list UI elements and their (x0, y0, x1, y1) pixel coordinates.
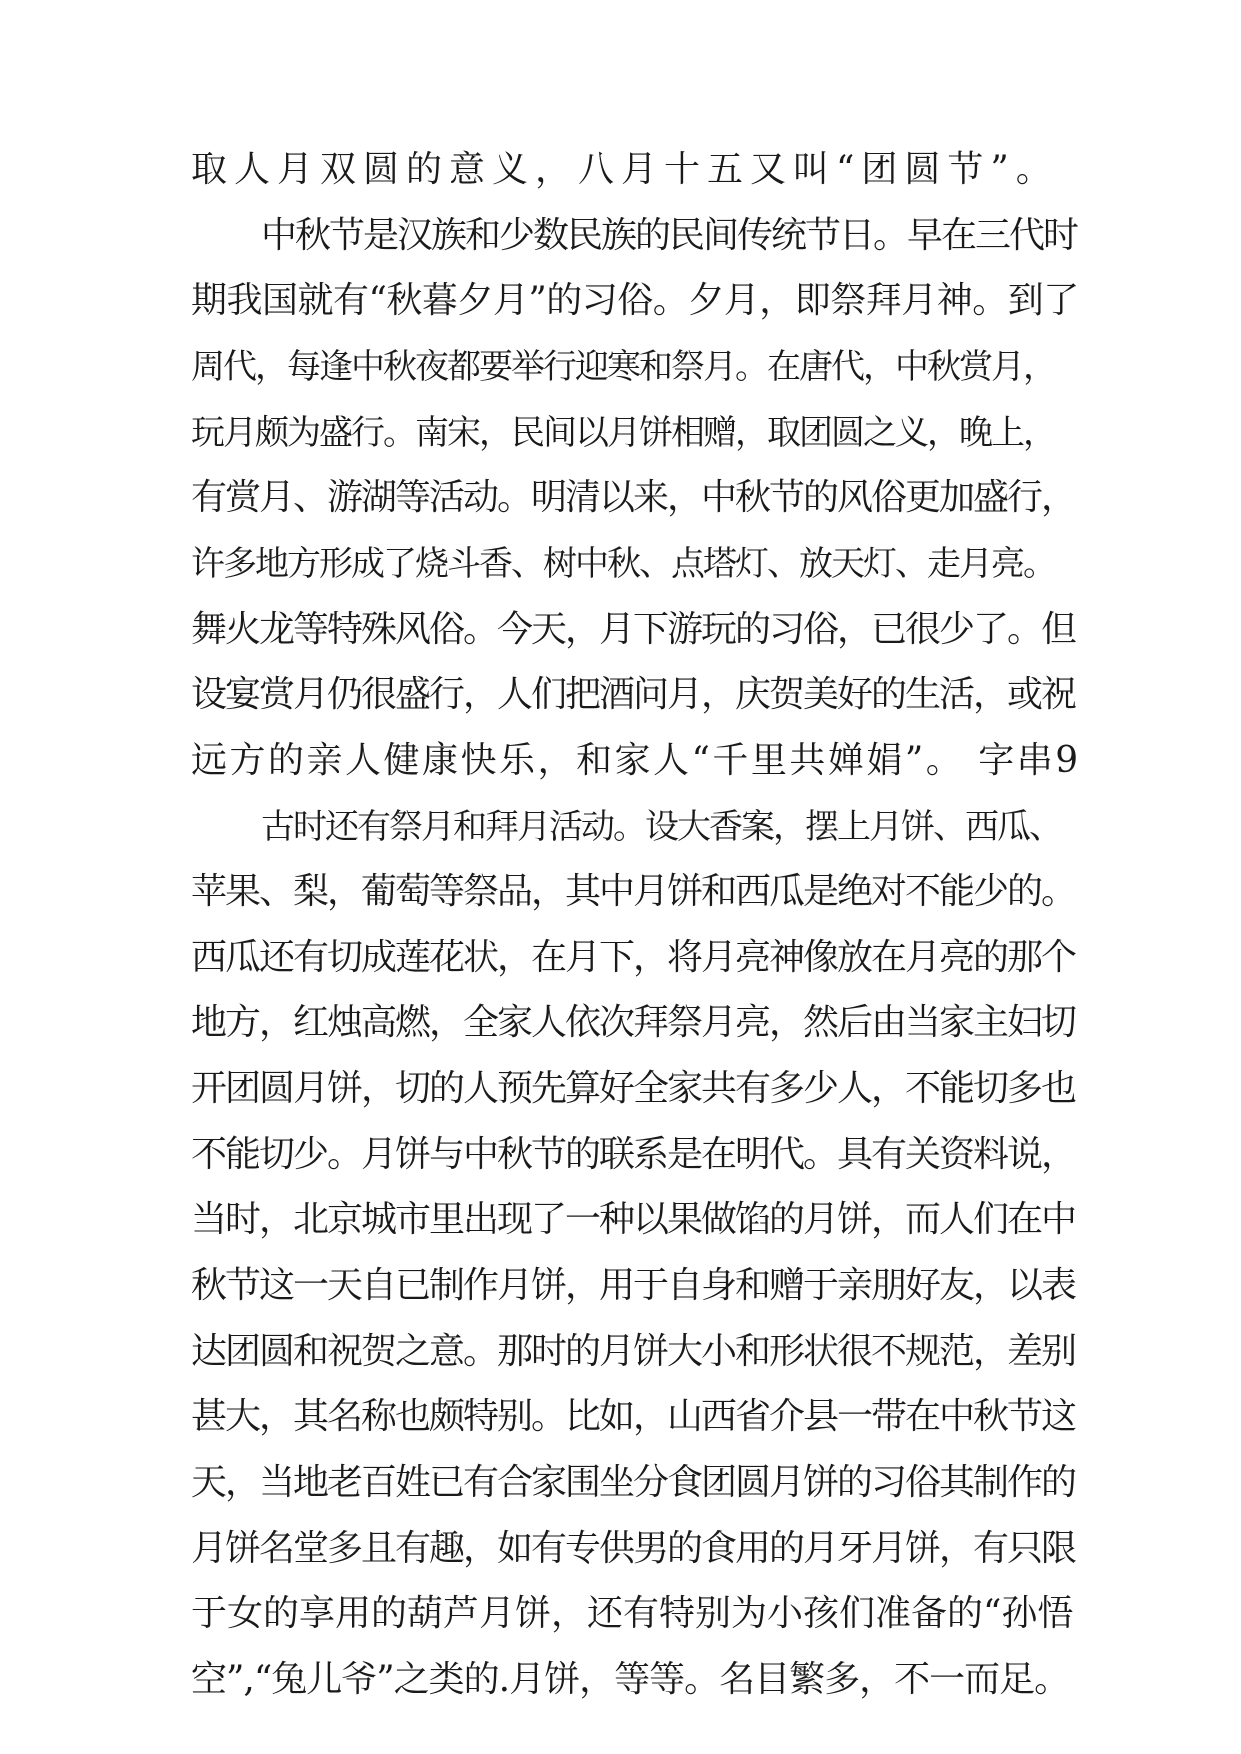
text-line: 西瓜还有切成莲花状，在月下，将月亮神像放在月亮的那个 (191, 937, 1076, 978)
text-line: 甚大，其名称也颇特别。比如，山西省介县一带在中秋节这 (191, 1396, 1076, 1437)
text-line: 于女的享用的葫芦月饼，还有特别为小孩们准备的“孙悟 (191, 1593, 1074, 1634)
text-line: 不能切少。月饼与中秋节的联系是在明代。具有关资料说， (191, 1134, 1076, 1175)
text-line: 苹果、梨，葡萄等祭品，其中月饼和西瓜是绝对不能少的。 (191, 871, 1076, 912)
text-line: 开团圆月饼，切的人预先算好全家共有多少人，不能切多也 (191, 1068, 1076, 1109)
text-line: 中秋节是汉族和少数民族的民间传统节日。早在三代时 (261, 215, 1078, 256)
text-line: 地方，红烛高燃，全家人依次拜祭月亮，然后由当家主妇切 (191, 1002, 1076, 1043)
text-line: 远方的亲人健康快乐，和家人“千里共婵娟”。 字串9 (191, 740, 1081, 781)
text-line: 有赏月、游湖等活动。明清以来，中秋节的风俗更加盛行， (191, 477, 1076, 518)
text-line: 设宴赏月仍很盛行，人们把酒问月，庆贺美好的生活，或祝 (191, 674, 1076, 715)
text-line: 当时，北京城市里出现了一种以果做馅的月饼，而人们在中 (191, 1199, 1076, 1240)
text-line: 古时还有祭月和拜月活动。设大香案，摆上月饼、西瓜、 (261, 807, 1061, 847)
text-line: 取人月双圆的意义，八月十五又叫“团圆节”。 (191, 149, 1059, 190)
text-line: 周代，每逢中秋夜都要举行迎寒和祭月。在唐代，中秋赏月， (191, 347, 1055, 387)
text-line: 期我国就有“秋暮夕月”的习俗。夕月，即祭拜月神。到了 (191, 280, 1079, 321)
text-line: 玩月颇为盛行。南宋，民间以月饼相赠，取团圆之义，晚上， (191, 413, 1055, 453)
text-line: 天，当地老百姓已有合家围坐分食团圆月饼的习俗其制作的 (191, 1462, 1076, 1503)
text-line: 空”,“兔儿爷”之类的.月饼，等等。名目繁多，不一而足。 (191, 1659, 1070, 1700)
text-line: 月饼名堂多且有趣，如有专供男的食用的月牙月饼，有只限 (191, 1528, 1076, 1569)
text-line: 达团圆和祝贺之意。那时的月饼大小和形状很不规范，差别 (191, 1331, 1076, 1372)
text-line: 许多地方形成了烧斗香、树中秋、点塔灯、放天灯、走月亮。 (191, 544, 1055, 584)
text-line: 舞火龙等特殊风俗。今天，月下游玩的习俗，已很少了。但 (191, 609, 1076, 650)
text-line: 秋节这一天自已制作月饼，用于自身和赠于亲朋好友，以表 (191, 1265, 1076, 1306)
